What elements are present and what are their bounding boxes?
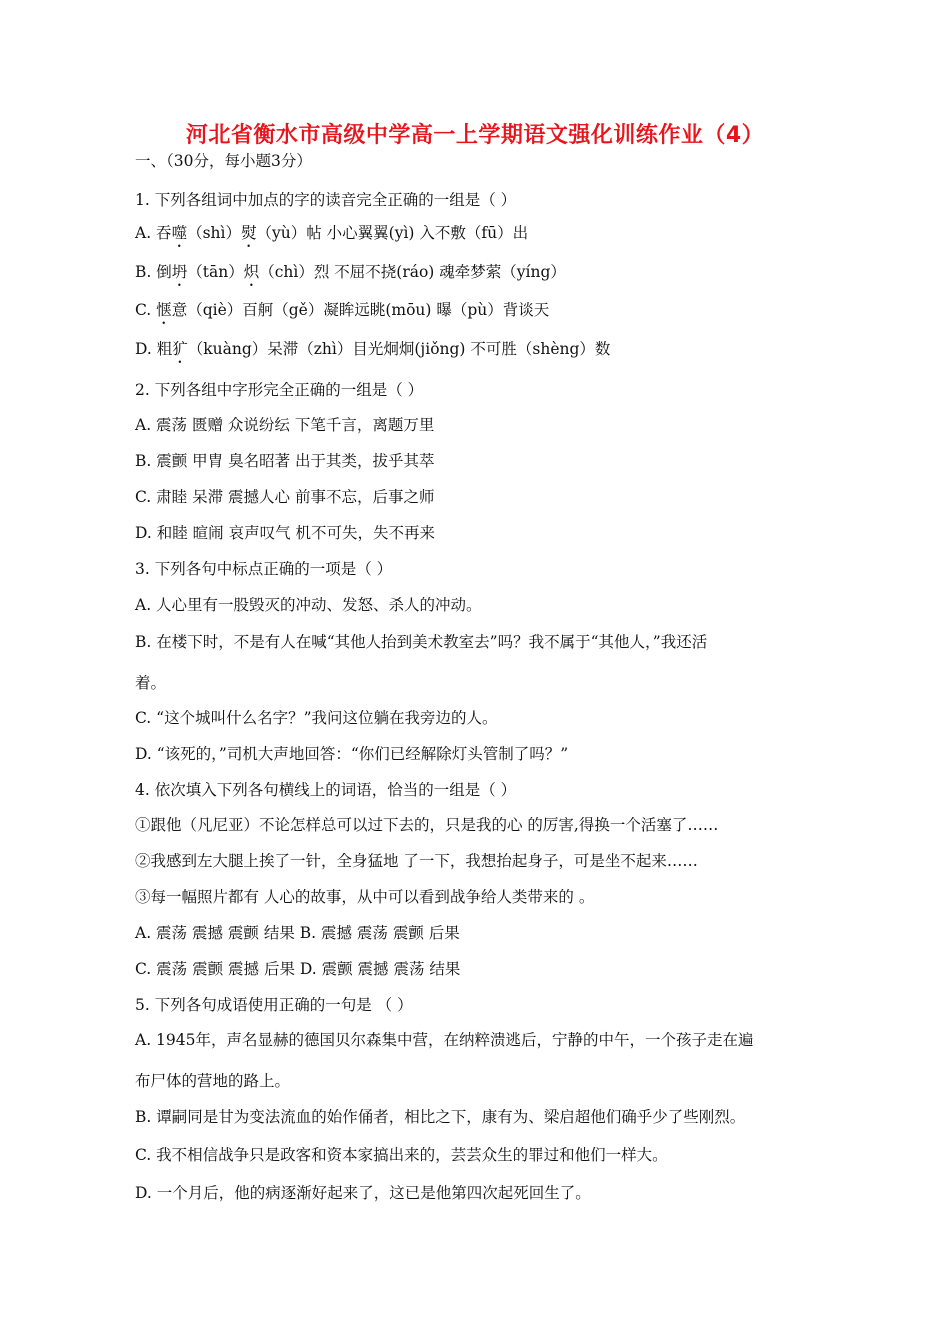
question-5-stem: 5. 下列各句成语使用正确的一句是 （ ） [135,996,413,1014]
question-4-sentence-3: ③每一幅照片都有 人心的故事，从中可以看到战争给人类带来的 。 [135,888,595,906]
question-5-option-a: A. 1945年，声名显赫的德国贝尔森集中营，在纳粹溃逃后，宁静的中午，一个孩子走在遍 [135,1031,754,1049]
question-3-option-c: C. “这个城叫什么名字？”我问这位躺在我旁边的人。 [135,709,498,727]
question-3-stem: 3. 下列各句中标点正确的一项是（ ） [135,560,393,578]
section-header: 一、（30分，每小题3分） [135,152,312,170]
question-2-option-b: B. 震颤 甲胄 臭名昭著 出于其类，拔乎其萃 [135,452,435,470]
question-3-option-b: B. 在楼下时，不是有人在喊“其他人抬到美术教室去”吗？我不属于“其他人，”我还活 [135,633,708,651]
question-4-sentence-2: ②我感到左大腿上挨了一针，全身猛地 了一下，我想抬起身子，可是坐不起来…… [135,852,698,870]
question-5-option-d: D. 一个月后，他的病逐渐好起来了，这已是他第四次起死回生了。 [135,1184,591,1202]
question-4-stem: 4. 依次填入下列各句横线上的词语，恰当的一组是（ ） [135,781,517,799]
question-2-option-a: A. 震荡 匮赠 众说纷纭 下笔千言，离题万里 [135,416,435,434]
question-4-options-ab: A. 震荡 震撼 震颤 结果 B. 震撼 震荡 震颤 后果 [135,924,460,942]
question-2-option-c: C. 肃睦 呆滞 震撼人心 前事不忘，后事之师 [135,488,435,506]
document-title: 河北省衡水市高级中学高一上学期语文强化训练作业（4） [185,123,765,148]
question-4-sentence-1: ①跟他（凡尼亚）不论怎样总可以过下去的，只是我的心 的厉害,得换一个活塞了…… [135,816,719,834]
question-4-options-cd: C. 震荡 震颤 震撼 后果 D. 震颤 震撼 震荡 结果 [135,960,461,978]
question-1-option-d: D. 粗犷（kuàng）呆滞（zhì）目光炯炯(jiǒng) 不可胜（shèng）数 [135,340,611,358]
question-5-option-c: C. 我不相信战争只是政客和资本家搞出来的，芸芸众生的罪过和他们一样大。 [135,1146,668,1164]
question-1-option-a: A. 吞噬（shì）熨（yù）帖 小心翼翼(yì) 入不敷（fū）出 [135,224,529,242]
question-3-option-a: A. 人心里有一股毁灭的冲动、发怒、杀人的冲动。 [135,596,482,614]
question-2-stem: 2. 下列各组中字形完全正确的一组是（ ） [135,381,424,399]
question-3-option-d: D. “该死的，”司机大声地回答：“你们已经解除灯头管制了吗？” [135,745,569,763]
question-2-option-d: D. 和睦 暄闹 哀声叹气 机不可失，失不再来 [135,524,436,542]
question-1-option-c: C. 惬意（qiè）百舸（gě）凝眸远眺(mōu) 曝（pù）背谈天 [135,301,550,319]
question-5-option-a-cont: 布尸体的营地的路上。 [135,1072,291,1090]
question-1-stem: 1. 下列各组词中加点的字的读音完全正确的一组是（ ） [135,191,517,209]
question-1-option-b: B. 倒坍（tān）炽（chì）烈 不屈不挠(ráo) 魂牵梦萦（yíng） [135,263,566,281]
question-3-option-b-cont: 着。 [135,674,167,692]
question-5-option-b: B. 谭嗣同是甘为变法流血的始作俑者，相比之下，康有为、梁启超他们确乎少了些刚烈。 [135,1108,746,1126]
